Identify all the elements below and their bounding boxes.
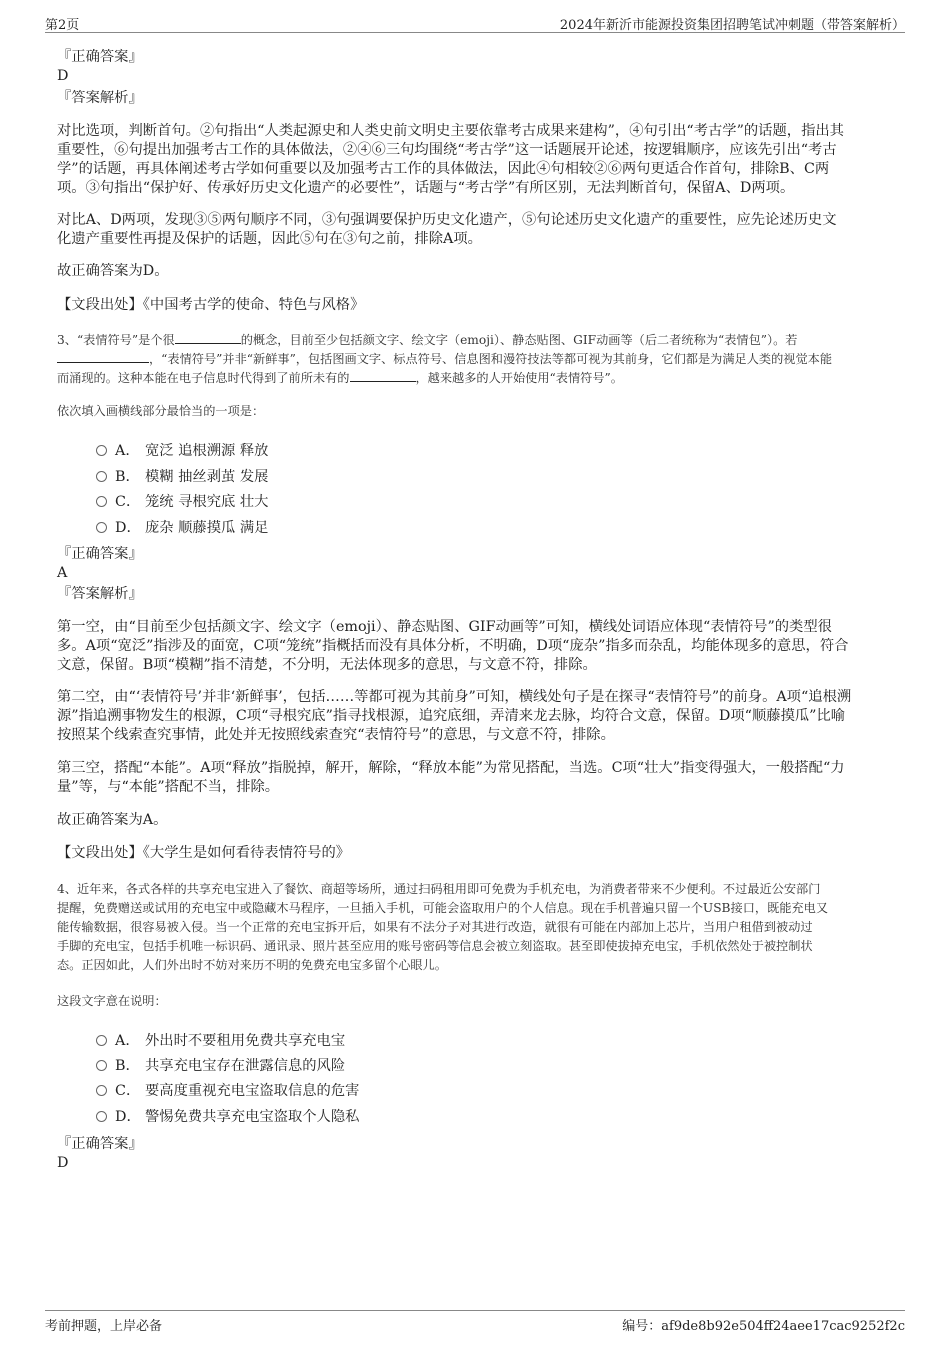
document-id: 编号：af9de8b92e504ff24aee17cac9252f2c (622, 1319, 905, 1334)
radio-icon[interactable] (96, 522, 107, 533)
radio-icon[interactable] (96, 496, 107, 507)
footer-slogan: 考前押题，上岸必备 (45, 1319, 163, 1334)
q3-option-b[interactable]: B． 模糊 抽丝剥茧 发展 (96, 466, 268, 486)
blank-2 (57, 350, 149, 363)
q3-stem: 3、“表情符号”是个很 的概念，目前至少包括颜文字、绘文字（emoji）、静态贴图、GIF动画等（后二者统称为“表情包”）。若 ，“表情符号”并非“新鲜事”，包括图画文字、标点符号、信息图和漫符技法等都可视为其前身，它们都是为满足人类的视觉本能 而涌现的。这种本能在电子信息时代得到了前所未有的 ，越来越多的人开始使用“表情符号”。 (57, 333, 833, 385)
q4-option-b[interactable]: B． 共享充电宝存在泄露信息的风险 (96, 1055, 345, 1075)
page-footer (45, 1310, 905, 1335)
blank-3 (350, 369, 416, 382)
q3-analysis-paragraph-3: 第三空，搭配“本能”。A项“释放”指脱掉，解开，解除，“释放本能”为常见搭配，当选。C项“壮大”指变得强大，一般搭配“力 量”等，与“本能”搭配不当，排除。 (57, 760, 845, 795)
radio-icon[interactable] (96, 1035, 107, 1046)
radio-icon[interactable] (96, 471, 107, 482)
q2-source (57, 296, 893, 315)
q2-answer-label: 『正确答案』 (57, 49, 143, 65)
radio-icon[interactable] (96, 1060, 107, 1071)
q3-analysis-paragraph-2: 第二空，由“‘表情符号’并非‘新鲜事’，包括……等都可视为其前身”可知，横线处句子是在探寻“表情符号”的前身。A项“追根溯 源”指追溯事物发生的根源，C项“寻根究底”指寻找根源，追究底细，弄清来龙去脉，均符合文意，保留。D项“顺藤摸瓜”比喻 按照某个线索查究事情，此处并无按照线索查究“表情符号”的意思，与文意不符，排除。 (57, 689, 852, 743)
source-title: 《中国考古学的使命、特色与风格》 (142, 297, 365, 313)
q4-option-a[interactable]: A． 外出时不要租用免费共享充电宝 (96, 1030, 345, 1050)
q4-prompt: 这段文字意在说明： (57, 994, 167, 1008)
q4-option-d[interactable]: D． 警惕免费共享充电宝盗取个人隐私 (96, 1106, 359, 1126)
radio-icon[interactable] (96, 1111, 107, 1122)
source-title: 《大学生是如何看待表情符号的》 (142, 845, 351, 861)
page-header (45, 12, 905, 33)
q3-analysis-label: 『答案解析』 (57, 586, 143, 602)
q3-answer-label: 『正确答案』 (57, 546, 143, 562)
blank-1 (175, 331, 241, 344)
q4-answer: D (57, 1155, 69, 1171)
q3-option-c[interactable]: C． 笼统 寻根究底 壮大 (96, 491, 268, 511)
radio-icon[interactable] (96, 445, 107, 456)
source-label: 【文段出处】 (57, 297, 143, 313)
q4-option-c[interactable]: C． 要高度重视充电宝盗取信息的危害 (96, 1080, 359, 1100)
q4-stem: 4、近年来，各式各样的共享充电宝进入了餐饮、商超等场所，通过扫码租用即可免费为手机充电，为消费者带来不少便利。不过最近公安部门 提醒，免费赠送或试用的充电宝中或隐藏木马程序，一旦插入手机，可能会盗取用户的个人信息。现在手机普遍只留一个USB接口，既能充电又 能传输数据，很容易被入侵。当一个正常的充电宝拆开后，如果有不法分子对其进行改造，就很有可能在内部加上芯片，当用户租借到被动过 手脚的充电宝，包括手机唯一标识码、通讯录、照片甚至应用的账号密码等信息会被立刻盗取。甚至即使拔掉充电宝，手机依然处于被控制状 态。正因如此，人们外出时不妨对来历不明的免费充电宝多留个心眼儿。 (57, 882, 829, 972)
q3-analysis-paragraph-1: 第一空，由“目前至少包括颜文字、绘文字（emoji）、静态贴图、GIF动画等”可知，横线处词语应体现“表情符号”的类型很 多。A项“宽泛”指涉及的面宽，C项“笼统”指概括而没有具体分析，不明确，D项“庞杂”指多而杂乱，均能体现多的意思，符合 文意，保留。B项“模糊”指不清楚，不分明，无法体现多的意思，与文意不符，排除。 (57, 619, 849, 673)
q3-source (57, 844, 893, 863)
q2-analysis-paragraph-2: 对比A、D两项，发现③⑤两句顺序不同，③句强调要保护历史文化遗产，⑤句论述历史文化遗产的重要性，应先论述历史文 化遗产重要性再提及保护的话题，因此⑤句在③句之前，排除A项。 (57, 212, 837, 247)
q2-answer: D (57, 68, 69, 84)
document-title: 2024年新沂市能源投资集团招聘笔试冲刺题（带答案解析） (559, 18, 905, 33)
page-number: 第2页 (45, 18, 80, 33)
q2-analysis-paragraph-1: 对比选项，判断首句。②句指出“人类起源史和人类史前文明史主要依靠考古成果来建构”，④句引出“考古学”的话题，指出其 重要性，⑥句提出加强考古工作的具体做法，②④⑥三句均围绕“考古学”这一话题展开论述，按逻辑顺序，应该先引出“考古 学”的话题，再具体阐述考古学如何重要以及加强考古工作的具体做法，因此④句相较②⑥两句更适合作首句，排除B、C两 项。③句指出“保护好、传承好历史文化遗产的必要性”，话题与“考古学”有所区别，无法判断首句，保留A、D两项。 (57, 123, 844, 196)
q3-option-d[interactable]: D． 庞杂 顺藤摸瓜 满足 (96, 517, 268, 537)
radio-icon[interactable] (96, 1085, 107, 1096)
q3-prompt: 依次填入画横线部分最恰当的一项是： (57, 404, 265, 418)
q3-option-a[interactable]: A． 宽泛 追根溯源 释放 (96, 440, 268, 460)
q2-analysis-label: 『答案解析』 (57, 90, 143, 106)
q3-answer: A (57, 565, 68, 581)
source-label: 【文段出处】 (57, 845, 143, 861)
q3-conclusion: 故正确答案为A。 (57, 812, 168, 828)
q2-conclusion: 故正确答案为D。 (57, 263, 169, 279)
q4-answer-label: 『正确答案』 (57, 1136, 143, 1152)
